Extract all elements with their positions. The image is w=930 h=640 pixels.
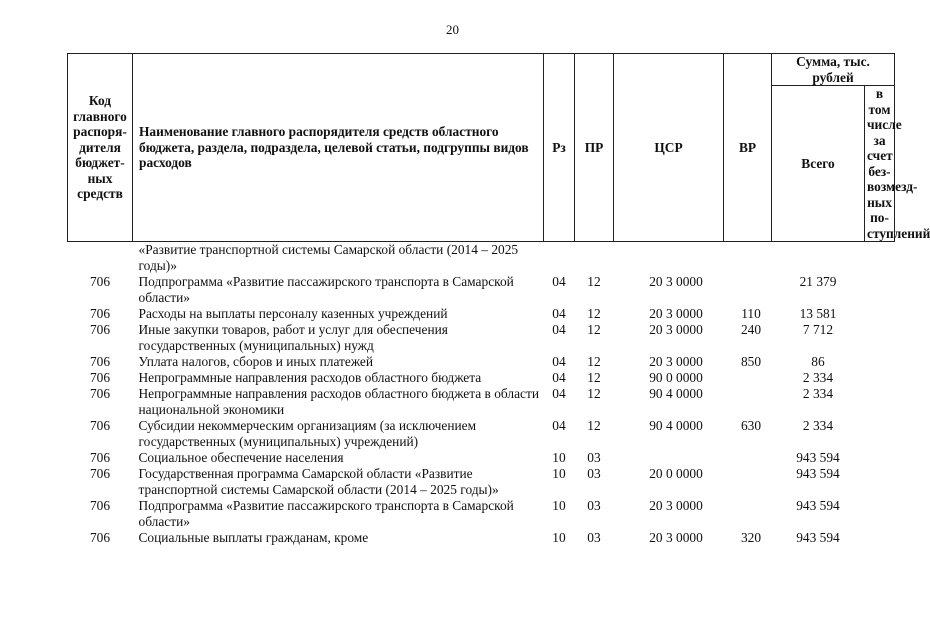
cell-total: 943 594	[796, 530, 840, 545]
cell-pr: 12	[587, 322, 601, 337]
table-header	[68, 54, 930, 242]
header-code: Код главного распоря-дителя бюджет-ных средств	[68, 54, 133, 242]
budget-table	[67, 53, 930, 546]
table-row	[68, 306, 895, 322]
cell-incl	[865, 418, 895, 450]
cell-rz: 10	[552, 530, 566, 545]
cell-rz: 10	[552, 466, 566, 481]
header-csr: ЦСР	[614, 54, 724, 242]
table-row	[68, 370, 895, 386]
cell-incl	[865, 386, 895, 418]
cell-vr	[724, 498, 772, 530]
cell-pr: 12	[587, 354, 601, 369]
cell-code: 706	[89, 530, 111, 545]
cell-code: 706	[89, 322, 111, 337]
cell-name: Социальное обеспечение населения	[138, 450, 344, 465]
cell-pr: 12	[587, 370, 601, 385]
cell-incl	[865, 322, 895, 354]
cell-rz: 10	[552, 450, 566, 465]
cell-pr: 03	[587, 530, 601, 545]
cell-code: 706	[89, 306, 111, 321]
cell-total: 86	[811, 354, 825, 369]
cell-csr: 20 3 0000	[649, 498, 703, 513]
cell-incl	[865, 498, 895, 530]
table-row	[68, 322, 895, 354]
cell-name: Подпрограмма «Развитие пассажирского транспорта в Самарской области»	[138, 274, 514, 305]
cell-total: 943 594	[796, 450, 840, 465]
cell-vr	[724, 386, 772, 418]
cell-csr: 20 3 0000	[649, 274, 703, 289]
cell-incl	[865, 450, 895, 466]
cell-csr: 20 3 0000	[649, 530, 703, 545]
cell-vr	[724, 370, 772, 386]
cell-pr: 12	[587, 274, 601, 289]
table-row	[68, 450, 895, 466]
cell-vr	[724, 274, 772, 306]
table-row	[68, 274, 895, 306]
cell-vr: 850	[740, 354, 762, 369]
table-row	[68, 530, 895, 546]
cell-csr: 20 3 0000	[649, 354, 703, 369]
cell-csr: 20 0 0000	[649, 466, 703, 481]
cell-code: 706	[89, 274, 111, 289]
cell-csr: 90 4 0000	[649, 386, 703, 401]
cell-vr: 110	[741, 306, 761, 321]
cell-code	[68, 242, 133, 275]
cell-rz: 04	[552, 370, 566, 385]
cell-total	[772, 242, 865, 275]
cell-csr	[614, 450, 724, 466]
cell-vr: 240	[740, 322, 762, 337]
cell-vr: 630	[740, 418, 762, 433]
cell-rz: 04	[552, 306, 566, 321]
table-row	[68, 242, 895, 275]
cell-pr: 12	[587, 418, 601, 433]
cell-pr: 12	[587, 386, 601, 401]
cell-pr: 03	[587, 498, 601, 513]
cell-incl	[865, 306, 895, 322]
cell-incl	[865, 466, 895, 498]
cell-pr: 03	[587, 466, 601, 481]
cell-total: 2 334	[802, 370, 834, 385]
cell-rz: 04	[552, 386, 566, 401]
cell-incl	[865, 370, 895, 386]
cell-name: Уплата налогов, сборов и иных платежей	[138, 354, 374, 369]
cell-code: 706	[89, 450, 111, 465]
cell-name: Подпрограмма «Развитие пассажирского транспорта в Самарской области»	[138, 498, 514, 529]
cell-name: Иные закупки товаров, работ и услуг для обеспечения государственных (муниципальных) нужд	[138, 322, 448, 353]
cell-code: 706	[89, 498, 111, 513]
cell-incl	[865, 242, 895, 275]
cell-csr: 90 0 0000	[649, 370, 703, 385]
cell-rz: 04	[552, 418, 566, 433]
table-body	[68, 242, 895, 547]
header-total: Всего	[772, 86, 865, 242]
cell-name: Субсидии некоммерческим организациям (за исключением государственных (муниципальных) учреждений)	[138, 418, 477, 449]
cell-incl	[865, 530, 895, 546]
cell-total: 943 594	[796, 466, 840, 481]
cell-vr	[724, 450, 772, 466]
cell-vr	[724, 466, 772, 498]
cell-rz: 04	[552, 274, 566, 289]
cell-total: 943 594	[796, 498, 840, 513]
cell-name: Расходы на выплаты персоналу казенных учреждений	[138, 306, 448, 321]
cell-code: 706	[89, 466, 111, 481]
header-pr: ПР	[575, 54, 614, 242]
cell-csr: 90 4 0000	[649, 418, 703, 433]
cell-total: 13 581	[799, 306, 837, 321]
cell-code: 706	[89, 370, 111, 385]
table-row	[68, 466, 895, 498]
budget-table-sheet	[67, 53, 930, 546]
table-row	[68, 418, 895, 450]
cell-name: Государственная программа Самарской области «Развитие транспортной системы Самарской области (2014 – 2025 годы)»	[138, 466, 499, 497]
cell-csr: 20 3 0000	[649, 306, 703, 321]
header-vr: ВР	[724, 54, 772, 242]
table-row	[68, 354, 895, 370]
cell-name: Непрограммные направления расходов областного бюджета	[138, 370, 482, 385]
cell-total: 7 712	[802, 322, 834, 337]
cell-code: 706	[89, 354, 111, 369]
cell-rz: 04	[552, 322, 566, 337]
header-rz: Рз	[544, 54, 575, 242]
cell-name: Непрограммные направления расходов областного бюджета в области национальной экономики	[138, 386, 539, 417]
cell-total: 2 334	[802, 418, 834, 433]
cell-vr: 320	[740, 530, 762, 545]
cell-rz: 10	[552, 498, 566, 513]
table-row	[68, 498, 895, 530]
cell-name: Социальные выплаты гражданам, кроме	[138, 530, 369, 545]
cell-rz	[544, 242, 575, 275]
cell-incl	[865, 274, 895, 306]
table-row	[68, 386, 895, 418]
cell-total: 21 379	[799, 274, 837, 289]
cell-code: 706	[89, 386, 111, 401]
page-number: 20	[446, 22, 459, 37]
header-incl: в том числе за счет без-возмезд-ных по-ступлений	[865, 86, 895, 242]
cell-rz: 04	[552, 354, 566, 369]
cell-name: «Развитие транспортной системы Самарской области (2014 – 2025 годы)»	[138, 242, 519, 273]
cell-pr: 12	[587, 306, 601, 321]
header-name: Наименование главного распорядителя средств областного бюджета, раздела, подраздела, целевой статьи, подгруппы видов расходов	[133, 54, 544, 242]
cell-code: 706	[89, 418, 111, 433]
cell-csr: 20 3 0000	[649, 322, 703, 337]
cell-total: 2 334	[802, 386, 834, 401]
cell-vr	[724, 242, 772, 275]
header-sum: Сумма, тыс. рублей	[772, 54, 895, 86]
cell-csr	[614, 242, 724, 275]
cell-pr: 03	[587, 450, 601, 465]
cell-incl	[865, 354, 895, 370]
cell-pr	[575, 242, 614, 275]
